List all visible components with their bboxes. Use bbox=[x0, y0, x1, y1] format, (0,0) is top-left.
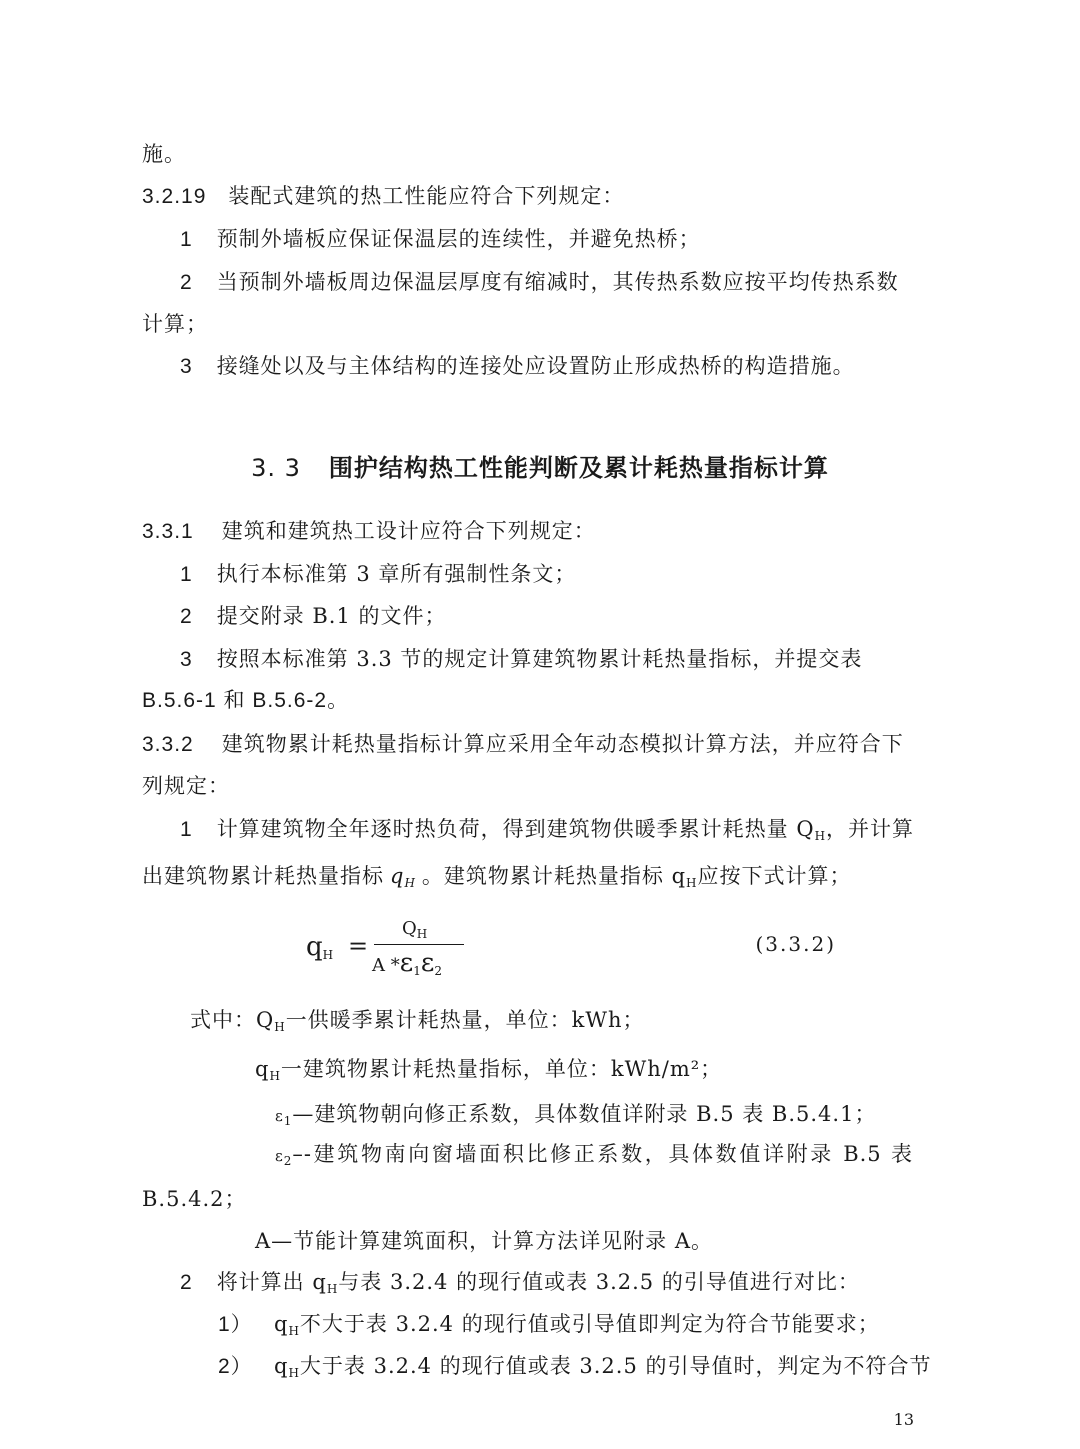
text-line bbox=[142, 1185, 247, 1213]
subscript: H bbox=[274, 1020, 286, 1034]
item-number: 1 bbox=[180, 818, 193, 841]
item-number: 1 bbox=[180, 563, 193, 586]
text-line bbox=[142, 862, 852, 897]
item-text: 大于表 3.2.4 的现行值或表 3.2.5 的引导值时，判定为不符合节 bbox=[299, 1354, 932, 1378]
item-text: q bbox=[274, 1312, 289, 1336]
formula-A: A * bbox=[372, 955, 400, 976]
formula-numerator bbox=[402, 918, 427, 941]
subscript: H bbox=[814, 829, 827, 843]
subscript: H bbox=[686, 876, 698, 890]
item-text: 提交附录 B.1 的文件； bbox=[216, 604, 447, 628]
line-text: B.5.4.2； bbox=[142, 1187, 247, 1211]
line-text: 施。 bbox=[142, 142, 186, 166]
clause-text: 建筑物累计耗热量指标计算应采用全年动态模拟计算方法，并应符合下 bbox=[221, 732, 904, 756]
text-line bbox=[142, 687, 349, 715]
list-item bbox=[180, 645, 862, 674]
sub-list-item bbox=[218, 1310, 880, 1345]
clause-number: 3.2.19 bbox=[142, 185, 207, 208]
list-item bbox=[180, 560, 576, 589]
item-text: q bbox=[274, 1354, 289, 1378]
item-number: 2 bbox=[180, 1271, 193, 1294]
item-number: 1） bbox=[218, 1313, 253, 1336]
clause-text: 装配式建筑的热工性能应符合下列规定： bbox=[228, 184, 625, 208]
clause-text: 建筑和建筑热工设计应符合下列规定： bbox=[221, 519, 596, 543]
sub-list-item bbox=[218, 1352, 932, 1387]
line-text: 计算； bbox=[142, 312, 208, 336]
definition-line bbox=[255, 1227, 713, 1255]
definition-line bbox=[275, 1100, 876, 1135]
section-number: 3. 3 bbox=[251, 454, 301, 482]
subscript: H bbox=[326, 1282, 339, 1296]
list-item bbox=[180, 815, 914, 850]
item-text: 预制外墙板应保证保温层的连续性，并避免热桥； bbox=[216, 227, 701, 251]
formula-Q: Q bbox=[402, 918, 417, 939]
clause-number: 3.3.2 bbox=[142, 733, 194, 756]
item-number: 2 bbox=[180, 605, 193, 628]
line-text: B.5.6-1 和 B.5.6-2。 bbox=[142, 689, 350, 712]
list-item bbox=[180, 602, 447, 631]
subscript: 2 bbox=[283, 1154, 293, 1168]
line-text: q bbox=[255, 1057, 270, 1081]
line-text: 一建筑物累计耗热量指标，单位：kWh/m²； bbox=[280, 1057, 723, 1081]
line-text: A—节能计算建筑面积，计算方法详见附录 A。 bbox=[255, 1229, 714, 1253]
line-text: 出建筑物累计耗热量指标 bbox=[142, 864, 384, 888]
definition-line bbox=[190, 1006, 645, 1041]
line-text: 式中：Q bbox=[190, 1008, 275, 1032]
line-text: 应按下式计算； bbox=[697, 864, 852, 888]
symbol-epsilon: ε bbox=[275, 1147, 284, 1165]
list-item bbox=[180, 352, 855, 381]
subscript: 1 bbox=[413, 964, 421, 978]
subscript: H bbox=[288, 1324, 300, 1338]
formula-3-3-2 bbox=[306, 918, 836, 988]
formula-equals: = bbox=[348, 932, 369, 960]
list-item bbox=[180, 225, 701, 254]
definition-line bbox=[275, 1140, 913, 1175]
formula-lhs bbox=[306, 932, 333, 962]
item-number: 3 bbox=[180, 648, 193, 671]
list-item bbox=[180, 1268, 860, 1303]
subscript: H bbox=[404, 876, 416, 890]
item-text: 执行本标准第 3 章所有强制性条文； bbox=[216, 562, 577, 586]
formula-denominator bbox=[372, 948, 442, 978]
formula-reference: (3.3.2) bbox=[755, 932, 836, 956]
clause-number: 3.3.1 bbox=[142, 520, 194, 543]
subscript: 2 bbox=[434, 964, 442, 978]
subscript: H bbox=[322, 948, 334, 962]
text-line bbox=[142, 772, 230, 800]
page-number: 13 bbox=[893, 1410, 914, 1429]
section-heading bbox=[0, 448, 1080, 483]
line-text: 一供暖季累计耗热量，单位：kWh； bbox=[285, 1008, 645, 1032]
item-text: 计算建筑物全年逐时热负荷，得到建筑物供暖季累计耗热量 Q bbox=[216, 817, 815, 841]
item-text: 与表 3.2.4 的现行值或表 3.2.5 的引导值进行对比： bbox=[338, 1270, 860, 1294]
list-item bbox=[180, 268, 899, 297]
clause-3-2-19 bbox=[142, 182, 624, 211]
symbol-qh: q bbox=[390, 864, 405, 888]
item-text: 将计算出 q bbox=[216, 1270, 327, 1294]
clause-3-3-2 bbox=[142, 730, 904, 759]
item-text: 当预制外墙板周边保温层厚度有缩减时，其传热系数应按平均传热系数 bbox=[216, 270, 899, 294]
item-text: 接缝处以及与主体结构的连接处应设置防止形成热桥的构造措施。 bbox=[216, 354, 855, 378]
item-number: 3 bbox=[180, 355, 193, 378]
item-number: 1 bbox=[180, 228, 193, 251]
item-text: ，并计算 bbox=[826, 817, 915, 841]
item-number: 2） bbox=[218, 1355, 253, 1378]
subscript: H bbox=[416, 927, 428, 941]
subscript: 1 bbox=[283, 1114, 293, 1128]
line-text: 列规定： bbox=[142, 774, 230, 798]
subscript: H bbox=[269, 1069, 281, 1083]
definition-line bbox=[255, 1055, 722, 1090]
item-number: 2 bbox=[180, 271, 193, 294]
line-text: –-建筑物南向窗墙面积比修正系数，具体数值详附录 B.5 表 bbox=[292, 1142, 913, 1166]
formula-eps1: ε bbox=[399, 948, 414, 978]
formula-q: q bbox=[306, 932, 323, 962]
line-text: 。建筑物累计耗热量指标 q bbox=[421, 864, 687, 888]
subscript: H bbox=[288, 1366, 300, 1380]
text-line bbox=[142, 310, 208, 338]
item-text: 不大于表 3.2.4 的现行值或引导值即判定为符合节能要求； bbox=[299, 1312, 880, 1336]
item-text: 按照本标准第 3.3 节的规定计算建筑物累计耗热量指标，并提交表 bbox=[216, 647, 863, 671]
section-title: 围护结构热工性能判断及累计耗热量指标计算 bbox=[328, 454, 829, 482]
line-text: —建筑物朝向修正系数，具体数值详附录 B.5 表 B.5.4.1； bbox=[292, 1102, 877, 1126]
symbol-epsilon: ε bbox=[275, 1107, 284, 1125]
clause-3-3-1 bbox=[142, 517, 596, 546]
fraction-bar bbox=[374, 944, 464, 945]
formula-eps2: ε bbox=[420, 948, 435, 978]
text-line bbox=[142, 140, 186, 168]
